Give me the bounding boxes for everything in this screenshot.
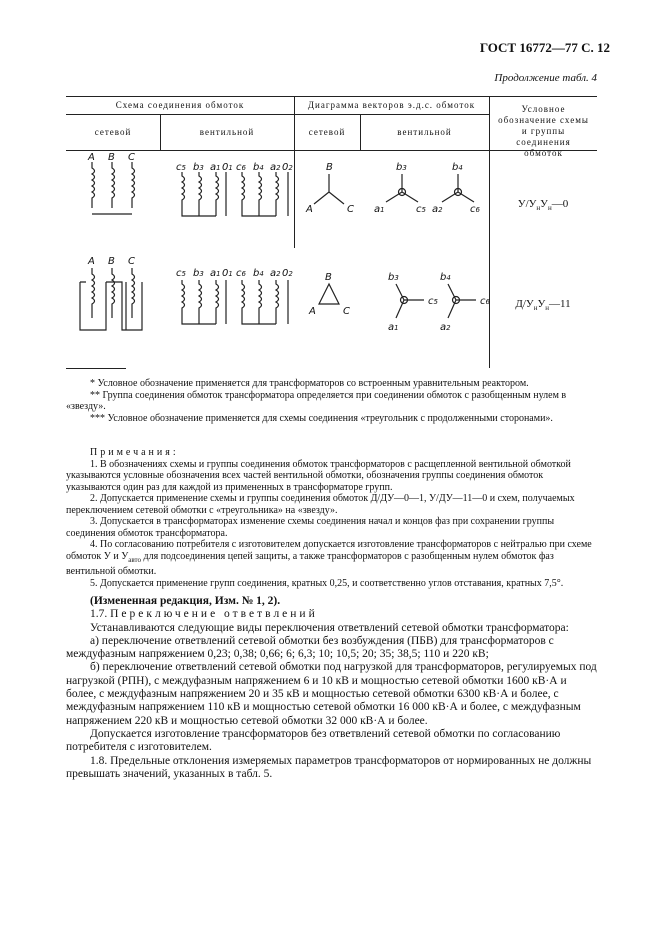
svg-text:b4: b4 <box>440 272 451 283</box>
note-1: 1. В обозначениях схемы и группы соединения обмоток трансформаторов с расщепленной вентильной обмоткой указываются условные обозначения всех частей вентильной обмотки, обозначения группы соединения обмоток указываются один раз для каждой из примененных в трансформаторе групп. <box>66 458 571 493</box>
col-scheme: Схема соединения обмоток <box>115 100 245 110</box>
svg-text:c6: c6 <box>480 296 490 307</box>
svg-text:02: 02 <box>282 268 293 279</box>
svg-text:A: A <box>306 204 313 215</box>
svg-text:C: C <box>128 256 135 267</box>
svg-text:A: A <box>88 152 95 163</box>
svg-text:a1: a1 <box>388 322 399 333</box>
svg-text:a1: a1 <box>210 268 221 279</box>
svg-text:02: 02 <box>282 162 293 173</box>
svg-text:C: C <box>347 204 354 215</box>
paragraph-1-8: 1.8. Предельные отклонения измеряемых параметров трансформаторов от нормированных не должны превышать значений, указанных в табл. 5. <box>66 754 592 780</box>
svg-text:B: B <box>325 272 332 283</box>
svg-text:c5: c5 <box>176 268 186 279</box>
paragraph-allowed: Допускается изготовление трансформаторов без ответвлений сетевой обмотки по согласованию потребителя с изготовителем. <box>66 727 561 754</box>
svg-text:c5: c5 <box>416 204 426 215</box>
sub-net-2: сетевой <box>308 127 346 137</box>
note-3: 3. Допускается в трансформаторах изменение схемы соединения начал и концов фаз при сохранении группы соединения обмоток трансформатора. <box>66 516 555 539</box>
note-2: 2. Допускается применение схемы и группы соединения обмоток Д/ДУ—0—1, У/ДУ—11—0 и схем, получаемых переключением сетевой обмотки с «треугольника» на «звезду». <box>66 493 575 516</box>
row1-symbol: $У/У_нУ_н—0$ <box>517 198 569 213</box>
row2-symbol: $Д/У_нУ_н—11$ <box>515 298 571 313</box>
svg-text:b4: b4 <box>253 162 264 173</box>
paragraph-intro: Устанавливаются следующие виды переключения ответвлений сетевой обмотки трансформатора: <box>90 621 569 634</box>
svg-text:a1: a1 <box>210 162 221 173</box>
svg-text:b3: b3 <box>193 268 204 279</box>
table-continuation: Продолжение табл. 4 <box>494 72 597 84</box>
sub-valve-2: вентильной <box>397 127 452 137</box>
footnote-1: * Условное обозначение применяется для трансформаторов со встроенным уравнительным реактором. <box>90 378 529 389</box>
svg-text:c6: c6 <box>236 268 246 279</box>
svg-text:b3: b3 <box>193 162 204 173</box>
svg-text:c5: c5 <box>428 296 438 307</box>
svg-text:B: B <box>108 152 115 163</box>
svg-text:C: C <box>128 152 135 163</box>
svg-text:a2: a2 <box>270 162 281 173</box>
row1-diagram <box>66 152 489 242</box>
svg-text:01: 01 <box>222 268 233 279</box>
edition-note: (Измененная редакция, Изм. № 1, 2). <box>90 595 281 607</box>
row2-diagram <box>66 256 489 356</box>
svg-text:B: B <box>108 256 115 267</box>
footnote-3: *** Условное обозначение применяется для схемы соединения «треугольник с продолженными сторонами». <box>90 412 553 424</box>
svg-text:b3: b3 <box>396 162 407 173</box>
sub-valve-1: вентильной <box>199 127 255 137</box>
notes-title: Примечания: <box>90 447 179 458</box>
svg-text:A: A <box>88 256 95 267</box>
sub-net-1: сетевой <box>94 127 132 137</box>
svg-text:01: 01 <box>222 162 233 173</box>
page-header: ГОСТ 16772—77 С. 12 <box>479 40 610 55</box>
note-5: 5. Допускается применение групп соединения, кратных 0,25, и соответственно углов отставания, кратных 7,5°. <box>90 577 564 589</box>
svg-text:a2: a2 <box>432 204 443 215</box>
svg-text:c5: c5 <box>176 162 186 173</box>
svg-text:a1: a1 <box>374 204 385 215</box>
svg-text:b4: b4 <box>253 268 264 279</box>
notes <box>66 447 597 589</box>
table-4 <box>66 96 597 368</box>
svg-text:c6: c6 <box>470 204 480 215</box>
footnotes <box>66 378 597 424</box>
note-4: 4. По согласованию потребителя с изготовителем допускается изготовление трансформаторов с нейтралью при схеме обмоток У и $У_{авто}$ для подсоединения цепей защиты, а также трансформаторов с разобщенным нулем обмоток фаз вентильной обмотки. <box>66 539 592 577</box>
svg-text:a2: a2 <box>270 268 281 279</box>
svg-text:a2: a2 <box>440 322 451 333</box>
paragraph-a: а) переключение ответвлений сетевой обмотки без возбуждения (ПБВ) для трансформаторов с междуфазным напряжением 0,23; 0,38; 0,66; 6; 6,3; 10; 10,5; 20; 35; 38,5; 110 и 220 кВ; <box>66 634 554 661</box>
svg-text:C: C <box>343 306 350 317</box>
svg-text:A: A <box>309 306 316 317</box>
svg-text:b4: b4 <box>452 162 463 173</box>
svg-text:b3: b3 <box>388 272 399 283</box>
col-diagram: Диаграмма векторов э.д.с. обмоток <box>307 100 476 110</box>
svg-text:B: B <box>326 162 333 173</box>
paragraph-b: б) переключение ответвлений сетевой обмотки под нагрузкой для трансформаторов, регулируемых под нагрузкой (РПН), с междуфазным напряжением 6 и 10 кВ и мощностью сетевой обмотки 1600 кВ·А и более, с междуфазным напряжением 20 и 35 кВ и мощностью сетевой обмотки 6300 кВ·А и более, с междуфазным напряжением 110 кВ и мощностью сетевой обмотки 16 000 кВ·А и более, с междуфазным напряжением 220 кВ и мощностью сетевой обмотки 32 000 кВ·А и более. <box>66 661 597 727</box>
footnote-2: ** Группа соединения обмоток трансформатора определяется при соединении обмоток с разобщенным нулем в «звезду». <box>66 389 567 412</box>
col-symbol: Условное обозначение схемы и группы соединения обмоток <box>498 104 589 158</box>
svg-text:c6: c6 <box>236 162 246 173</box>
section-1-7-heading: 1.7. Переключение ответвлений <box>90 608 318 621</box>
main-text <box>66 595 597 781</box>
